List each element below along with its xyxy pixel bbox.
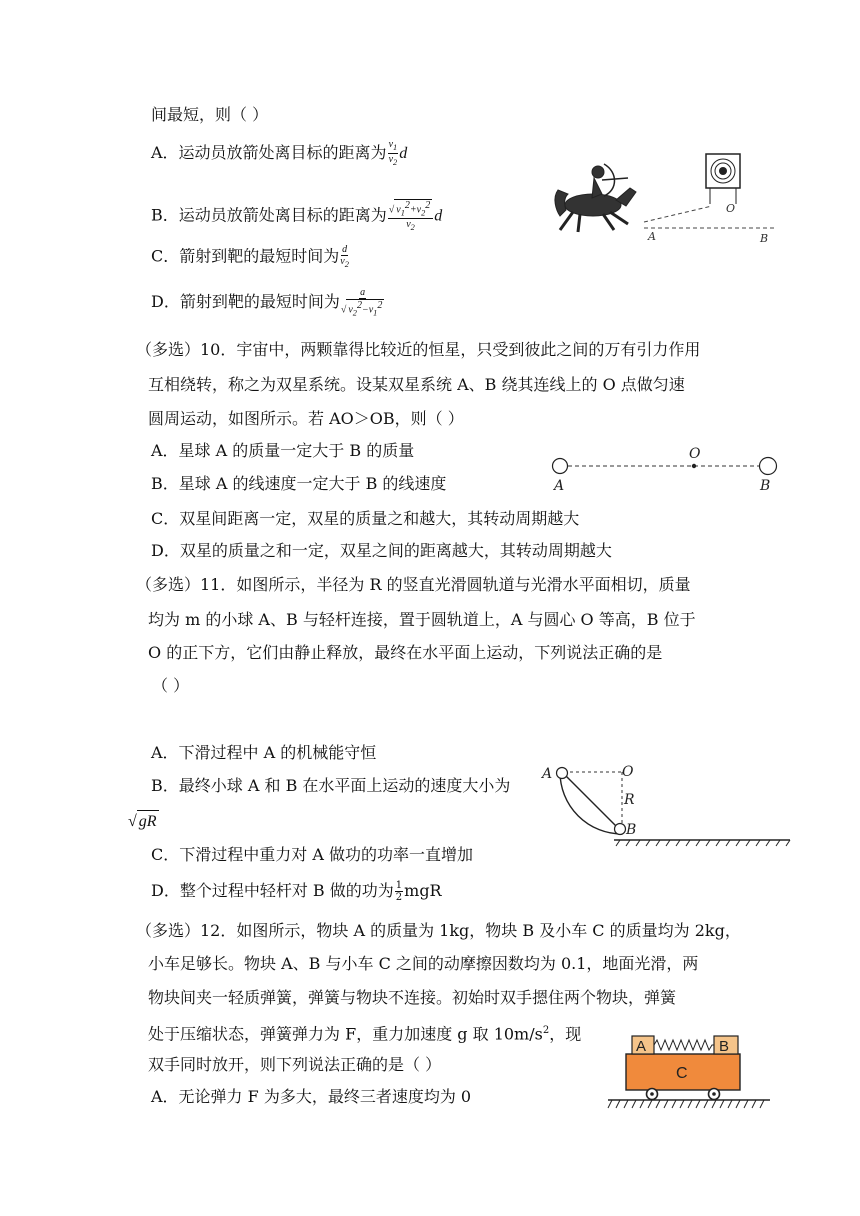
binary-star-figure — [548, 444, 784, 494]
q10-line1: （多选）10．宇宙中，两颗靠得比较近的恒星，只受到彼此之间的万有引力作用 — [136, 340, 701, 359]
q9-stem-tail: 间最短，则（ ） — [151, 105, 269, 124]
q11-option-d — [151, 880, 442, 903]
q12-fig-label-c: C — [676, 1065, 688, 1082]
q9-fig-label-b: B — [760, 232, 769, 245]
q10-option-d: D．双星的质量之和一定，双星之间的距离越大，其转动周期越大 — [151, 541, 612, 560]
cart-spring-figure — [604, 1032, 772, 1114]
q9-option-d-text: D．箭射到靶的最短时间为 — [151, 292, 340, 312]
q9-option-c — [151, 244, 350, 270]
q11-option-b: B．最终小球 A 和 B 在水平面上运动的速度大小为 — [151, 776, 511, 795]
ball-a-icon — [557, 768, 568, 779]
q11-fig-label-b: B — [626, 822, 637, 838]
q11-option-d-text: D．整个过程中轻杆对 B 做的功为 — [151, 881, 394, 900]
arrow-path-line — [644, 206, 712, 222]
q10-fig-label-b: B — [760, 478, 771, 494]
q12-line4 — [148, 1020, 581, 1045]
target-icon — [706, 154, 740, 204]
q12-line1: （多选）12．如图所示，物块 A 的质量为 1kg，物块 B 及小车 C 的质量均为 2kg， — [136, 921, 741, 940]
one-half-fraction: $\frac{1}{2}$ — [395, 880, 403, 903]
circular-track-arc — [560, 772, 622, 834]
q11-option-b-value: √ gR — [128, 810, 159, 833]
q10-fig-label-o: O — [689, 446, 701, 462]
q12-fig-label-a: A — [636, 1038, 647, 1055]
q10-line3: 圆周运动，如图所示。若 AO＞OB，则（ ） — [148, 409, 464, 428]
q9-option-a-text: A．运动员放箭处离目标的距离为 — [151, 143, 387, 162]
q10-option-b: B．星球 A 的线速度一定大于 B 的线速度 — [151, 474, 447, 493]
q9-option-b-text: B．运动员放箭处离目标的距离为 — [151, 205, 387, 225]
q12-option-a: A．无论弹力 F 为多大，最终三者速度均为 0 — [151, 1087, 472, 1106]
q9-option-b-var: d — [434, 207, 443, 225]
q11-fig-label-a: A — [542, 766, 553, 782]
q9-option-b — [151, 199, 442, 233]
horse-archer-icon — [555, 164, 636, 232]
q10-option-a: A．星球 A 的质量一定大于 B 的质量 — [151, 441, 415, 460]
d-over-v2-fraction: $\frac{d}{v_2}$ — [340, 244, 349, 269]
q12-line2: 小车足够长。物块 A、B 与小车 C 之间的动摩擦因数均为 0.1，地面光滑，两 — [148, 954, 699, 973]
q11-line4: （ ） — [152, 676, 190, 695]
star-a-icon — [553, 459, 568, 474]
q12-line4-tail: ，现 — [549, 1024, 582, 1044]
light-rod-line — [564, 774, 618, 828]
q12-line3: 物块间夹一轻质弹簧，弹簧与物块不连接。初始时双手摁住两个物块，弹簧 — [148, 988, 677, 1007]
q12-fig-label-b: B — [719, 1038, 730, 1055]
q11-option-c: C．下滑过程中重力对 A 做功的功率一直增加 — [151, 845, 473, 864]
q11-fig-label-o: O — [622, 764, 634, 780]
q11-b-sqrt-gr: gR — [137, 810, 159, 833]
q9-option-d — [151, 287, 385, 318]
q9-option-c-text: C．箭射到靶的最短时间为 — [151, 246, 340, 266]
q9-option-a-var: d — [399, 145, 408, 162]
q11-line3: O 的正下方，它们由静止释放，最终在水平面上运动，下列说法正确的是 — [148, 643, 663, 662]
q12-line4-superscript: 2 — [542, 1025, 550, 1036]
d-over-sqrt-diff-fraction: $\frac{a}{√ v_2^2-v_1^2}$ — [340, 287, 383, 318]
ground-hatching — [616, 840, 790, 846]
q11-fig-label-r: R — [624, 792, 635, 808]
q9-fig-label-a: A — [648, 230, 656, 243]
q11-line1: （多选）11．如图所示，半径为 R 的竖直光滑圆轨道与光滑水平面相切，质量 — [136, 575, 691, 594]
q10-option-c: C．双星间距离一定，双星的质量之和越大，其转动周期越大 — [151, 509, 580, 528]
star-b-icon — [760, 458, 777, 475]
q9-fig-label-o: O — [726, 202, 736, 215]
q11-line2: 均为 m 的小球 A、B 与轻杆连接，置于圆轨道上，A 与圆心 O 等高，B 位于 — [148, 610, 696, 629]
q11-option-a: A．下滑过程中 A 的机械能守恒 — [151, 743, 377, 762]
cart-ground-hatching — [608, 1100, 764, 1108]
v1-over-v2-fraction: $\frac{v_1}{v_2}$ — [388, 139, 398, 167]
q11-option-d-tail: mgR — [404, 881, 442, 900]
archer-target-figure — [548, 150, 788, 246]
spring-icon — [654, 1040, 714, 1050]
sqrt-sum-over-v2-fraction: $\frac{√ v_1^2+v_2^2}{v_2}$ — [388, 199, 433, 233]
center-o-dot — [692, 464, 696, 468]
q9-option-a — [151, 139, 407, 168]
q10-fig-label-a: A — [554, 478, 565, 494]
q10-line2: 互相绕转，称之为双星系统。设某双星系统 A、B 绕其连线上的 O 点做匀速 — [148, 375, 685, 394]
circular-track-figure — [540, 758, 794, 850]
q12-line4-text: 处于压缩状态，弹簧弹力为 F，重力加速度 g 取 10m/s — [148, 1024, 543, 1044]
q12-line5: 双手同时放开，则下列说法正确的是（ ） — [148, 1055, 442, 1074]
ball-b-icon — [615, 824, 626, 835]
